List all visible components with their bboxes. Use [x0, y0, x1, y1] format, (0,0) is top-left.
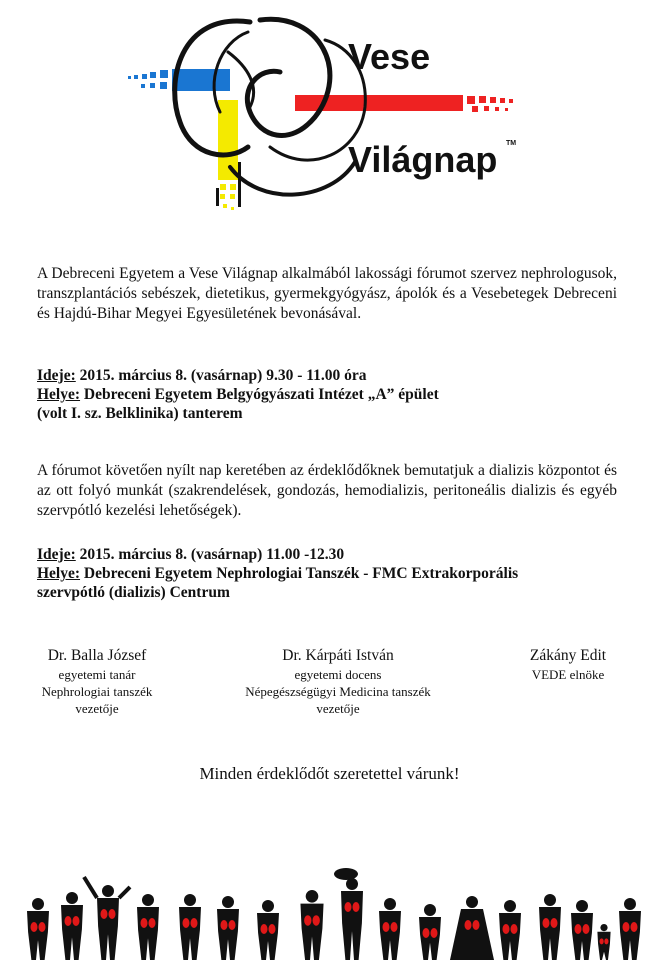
event2-time-value: 2015. március 8. (vasárnap) 11.00 -12.30	[75, 546, 345, 563]
signatory-department: Népegészségügyi Medicina tanszék	[245, 684, 431, 699]
event1-place-value: Debreceni Egyetem Belgyógyászati Intézet „A” épület	[80, 386, 439, 403]
person-silhouette-icon	[450, 896, 494, 960]
person-silhouette-icon	[27, 898, 49, 960]
person-silhouette-icon	[597, 924, 610, 960]
event2-details	[37, 545, 637, 602]
people-silhouettes-icon	[0, 830, 659, 964]
person-silhouette-icon	[379, 898, 401, 960]
event2-time	[37, 545, 637, 564]
event1-time-value: 2015. március 8. (vasárnap) 9.30 - 11.00 óra	[75, 367, 367, 384]
event2-place-value: Debreceni Egyetem Nephrologiai Tanszék - FMC Extrakorporális	[80, 565, 519, 582]
signatory-name: Zákány Edit	[529, 647, 607, 664]
logo-title-line2: Világnap	[348, 139, 498, 180]
open-day-paragraph: A fórumot követően nyílt nap keretében az érdeklődőknek bemutatjuk a dializis központot és az ott folyó munkát (szakrendelések, gondozás, hemodializis, peritoneális dializis és egyéb szervpótló kezelési lehetőségek).	[37, 462, 617, 519]
closing-invitation: Minden érdeklődőt szeretettel várunk!	[199, 764, 460, 783]
event2-place-line2: szervpótló (dializis) Centrum	[37, 584, 230, 601]
person-silhouette-icon	[137, 894, 159, 960]
event1-place	[37, 385, 637, 404]
logo-title-line1: Vese	[348, 36, 431, 77]
signatory-title: egyetemi docens	[294, 667, 382, 682]
signature-karpati	[218, 646, 458, 717]
signatory-role: vezetője	[316, 701, 360, 716]
person-silhouette-icon	[571, 900, 593, 960]
event2-time-label: Ideje:	[37, 546, 76, 563]
person-silhouette-icon	[334, 868, 363, 960]
event1-time	[37, 366, 637, 385]
event1-place-label: Helye:	[37, 386, 81, 403]
person-silhouette-icon	[84, 877, 130, 960]
intro-paragraph: A Debreceni Egyetem a Vese Világnap alkalmából lakossági fórumot szervez nephrologusok, transzplantációs sebészek, dietetikus, gyermekgyógyász, ápolók és a Vesebetegek Debreceni és Hajdú-Bihar Megyei Egyesületének bevonásával.	[37, 265, 617, 322]
event1-details	[37, 366, 637, 423]
person-silhouette-icon	[539, 894, 561, 960]
event2-place-label: Helye:	[37, 565, 81, 582]
signatory-title: egyetemi tanár	[58, 667, 136, 682]
person-silhouette-icon	[179, 894, 201, 960]
signatory-title: VEDE elnöke	[531, 667, 605, 682]
event1-time-label: Ideje:	[37, 367, 76, 384]
signatory-department: Nephrologiai tanszék	[41, 684, 153, 699]
event2-place	[37, 564, 637, 583]
person-silhouette-icon	[419, 904, 441, 960]
signatory-name: Dr. Balla József	[47, 647, 147, 664]
trademark-mark: TM	[506, 140, 517, 147]
signature-zakany	[508, 646, 628, 683]
person-silhouette-icon	[499, 900, 521, 960]
vese-vilagnap-logo	[110, 12, 530, 227]
person-silhouette-icon	[619, 898, 641, 960]
signature-balla	[22, 646, 172, 717]
person-silhouette-icon	[257, 900, 279, 960]
event1-place-line2: (volt I. sz. Belklinika) tanterem	[37, 405, 243, 422]
signatory-name: Dr. Kárpáti István	[282, 647, 394, 664]
person-silhouette-icon	[217, 896, 239, 960]
signatory-role: vezetője	[75, 701, 119, 716]
person-silhouette-icon	[300, 890, 323, 960]
person-silhouette-icon	[61, 892, 83, 960]
